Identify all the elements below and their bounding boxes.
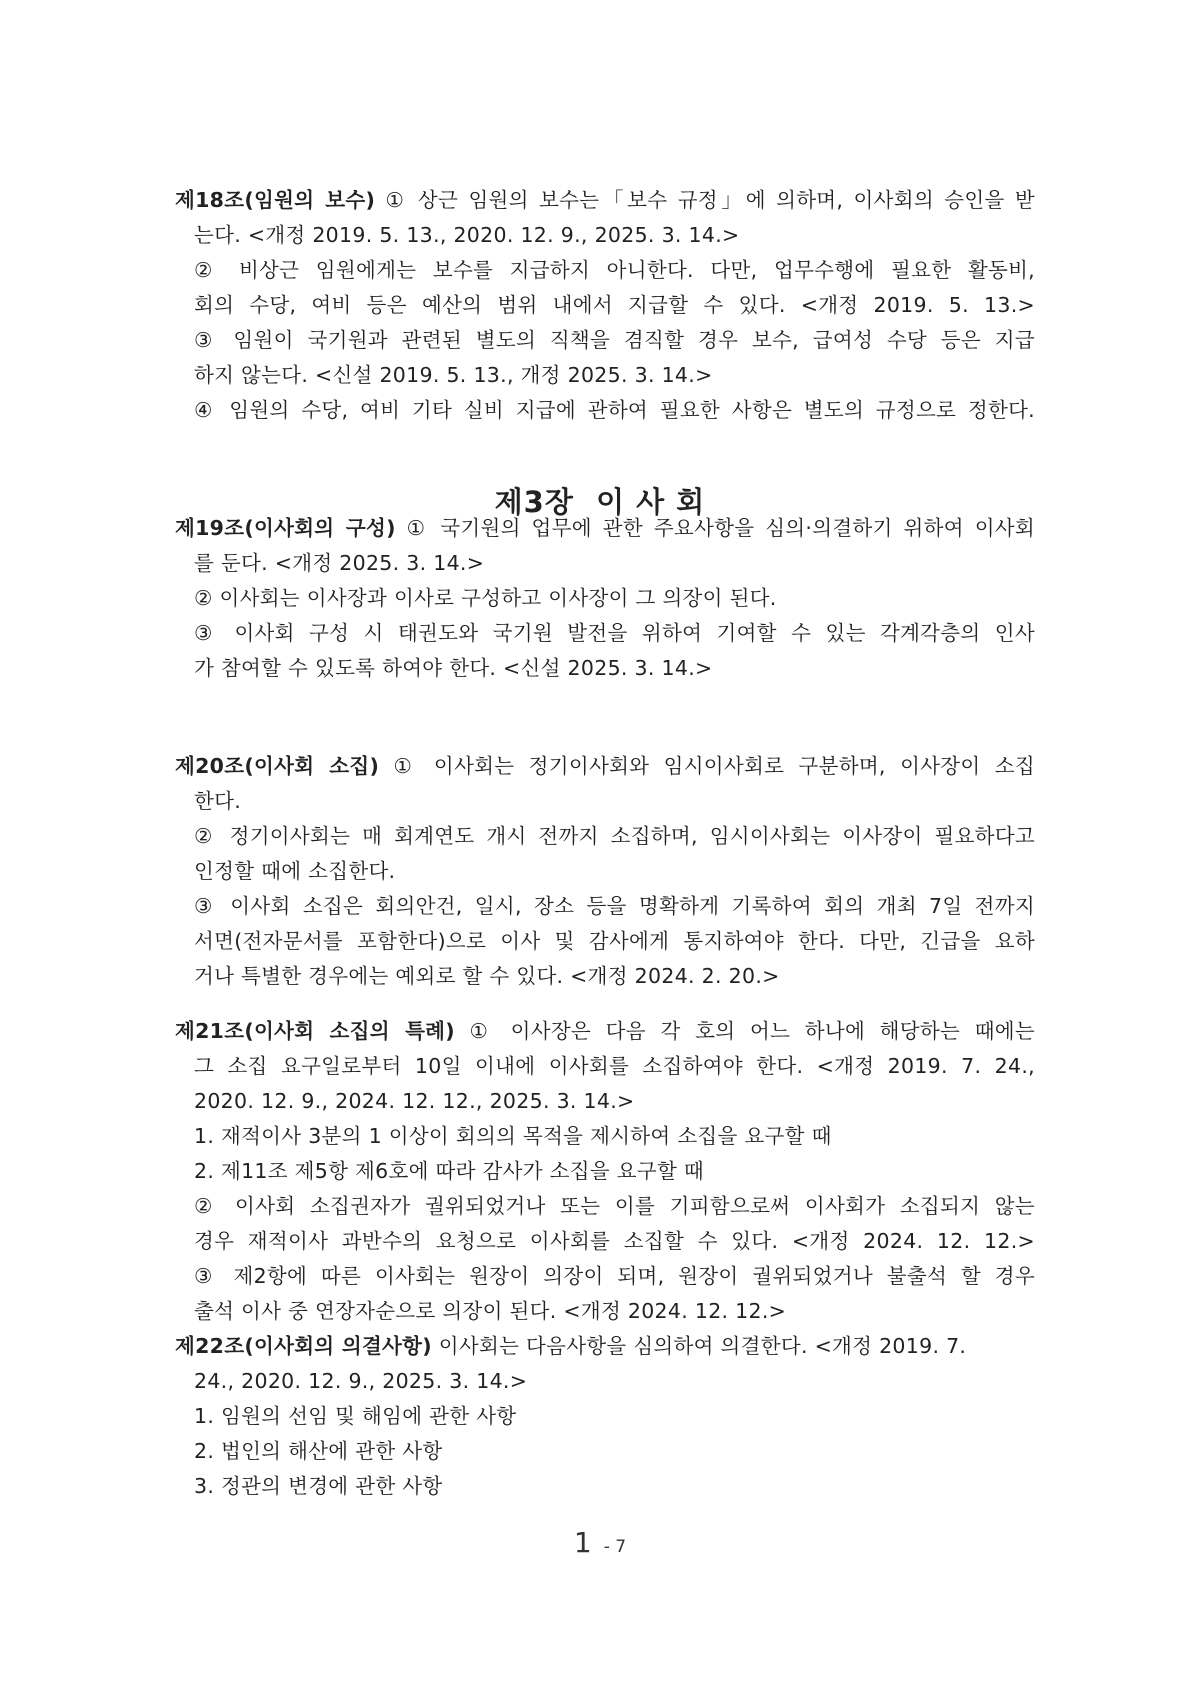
article-20-line-6: 서면(전자문서를 포함한다)으로 이사 및 감사에게 통지하여야 한다. 다만, 긴급을 요하 bbox=[194, 929, 1035, 953]
article-18-line-2: 는다. <개정 2019. 5. 13., 2020. 12. 9., 2025. 3. 14.> bbox=[194, 223, 740, 247]
article-19-line-1: 제19조(이사회의 구성) ① 국기원의 업무에 관한 주요사항을 심의·의결하기 위하여 이사회 bbox=[175, 516, 1036, 540]
article-18-line-3: ② 비상근 임원에게는 보수를 지급하지 아니한다. 다만, 업무수행에 필요한 활동비, bbox=[194, 258, 1035, 282]
article-18 bbox=[175, 183, 1035, 428]
page-number-main: 1 bbox=[573, 1526, 592, 1559]
article-19 bbox=[175, 511, 1035, 686]
article-18-line-5: ③ 임원이 국기원과 관련된 별도의 직책을 겸직할 경우 보수, 급여성 수당 등은 지급 bbox=[194, 328, 1035, 352]
article-21-item-1: 1. 재적이사 3분의 1 이상이 회의의 목적을 제시하여 소집을 요구할 때 bbox=[194, 1124, 832, 1148]
article-20-line-1: 제20조(이사회 소집) ① 이사회는 정기이사회와 임시이사회로 구분하며, 이사장이 소집 bbox=[175, 754, 1035, 778]
article-22-heading: 제22조(이사회의 의결사항) bbox=[175, 1334, 432, 1358]
page-number bbox=[0, 1526, 1200, 1559]
article-21-line-7: 경우 재적이사 과반수의 요청으로 이사회를 소집할 수 있다. <개정 2024. 12. 12.> bbox=[194, 1229, 1035, 1253]
article-22-line-1: 제22조(이사회의 의결사항) 이사회는 다음사항을 심의하여 의결한다. <개정 2019. 7. bbox=[175, 1334, 967, 1358]
article-21-heading: 제21조(이사회 소집의 특례) bbox=[175, 1019, 455, 1043]
article-21-line-3: 2020. 12. 9., 2024. 12. 12., 2025. 3. 14.> bbox=[194, 1089, 635, 1113]
article-20-heading: 제20조(이사회 소집) bbox=[175, 754, 380, 778]
article-19-line-2: 를 둔다. <개정 2025. 3. 14.> bbox=[194, 551, 485, 575]
article-21-item-2: 2. 제11조 제5항 제6호에 따라 감사가 소집을 요구할 때 bbox=[194, 1159, 705, 1183]
article-18-line-1: 제18조(임원의 보수) ① 상근 임원의 보수는「보수 규정」에 의하며, 이사회의 승인을 받 bbox=[175, 188, 1035, 212]
article-21-line-8: ③ 제2항에 따른 이사회는 원장이 의장이 되며, 원장이 궐위되었거나 불출석 할 경우 bbox=[194, 1264, 1035, 1288]
article-18-line-4: 회의 수당, 여비 등은 예산의 범위 내에서 지급할 수 있다. <개정 2019. 5. 13.> bbox=[194, 293, 1035, 317]
page-number-sub: - 7 bbox=[603, 1537, 627, 1557]
article-21-line-2: 그 소집 요구일로부터 10일 이내에 이사회를 소집하여야 한다. <개정 2019. 7. 24., bbox=[194, 1054, 1035, 1078]
article-19-line-3: ② 이사회는 이사장과 이사로 구성하고 이사장이 그 의장이 된다. bbox=[194, 586, 777, 610]
article-20-line-2: 한다. bbox=[194, 789, 242, 813]
article-21-line-1: 제21조(이사회 소집의 특례) ① 이사장은 다음 각 호의 어느 하나에 해당하는 때에는 bbox=[175, 1019, 1036, 1043]
article-21-line-9: 출석 이사 중 연장자순으로 의장이 된다. <개정 2024. 12. 12.> bbox=[194, 1299, 787, 1323]
article-21 bbox=[175, 1014, 1035, 1329]
article-20-line-5: ③ 이사회 소집은 회의안건, 일시, 장소 등을 명확하게 기록하여 회의 개최 7일 전까지 bbox=[194, 894, 1035, 918]
article-22-item-1: 1. 임원의 선임 및 해임에 관한 사항 bbox=[194, 1404, 517, 1428]
article-21-line-6: ② 이사회 소집권자가 궐위되었거나 또는 이를 기피함으로써 이사회가 소집되지 않는 bbox=[194, 1194, 1035, 1218]
article-18-line-6: 하지 않는다. <신설 2019. 5. 13., 개정 2025. 3. 14.> bbox=[194, 363, 713, 387]
article-22-item-2: 2. 법인의 해산에 관한 사항 bbox=[194, 1439, 443, 1463]
article-18-line-7: ④ 임원의 수당, 여비 기타 실비 지급에 관하여 필요한 사항은 별도의 규정으로 정한다. bbox=[194, 398, 1035, 422]
article-19-heading: 제19조(이사회의 구성) bbox=[175, 516, 396, 540]
article-20-line-3: ② 정기이사회는 매 회계연도 개시 전까지 소집하며, 임시이사회는 이사장이 필요하다고 bbox=[194, 824, 1035, 848]
article-19-line-5: 가 참여할 수 있도록 하여야 한다. <신설 2025. 3. 14.> bbox=[194, 656, 713, 680]
article-22-item-3: 3. 정관의 변경에 관한 사항 bbox=[194, 1474, 443, 1498]
article-20 bbox=[175, 749, 1035, 994]
chapter-title: 제3장 이 사 회 bbox=[494, 485, 706, 519]
article-18-heading: 제18조(임원의 보수) bbox=[175, 188, 376, 212]
article-20-line-7: 거나 특별한 경우에는 예외로 할 수 있다. <개정 2024. 2. 20.> bbox=[194, 964, 780, 988]
article-19-line-4: ③ 이사회 구성 시 태권도와 국기원 발전을 위하여 기여할 수 있는 각계각층의 인사 bbox=[194, 621, 1035, 645]
article-22 bbox=[175, 1329, 1035, 1504]
article-22-line-2: 24., 2020. 12. 9., 2025. 3. 14.> bbox=[194, 1369, 528, 1393]
article-20-line-4: 인정할 때에 소집한다. bbox=[194, 859, 396, 883]
